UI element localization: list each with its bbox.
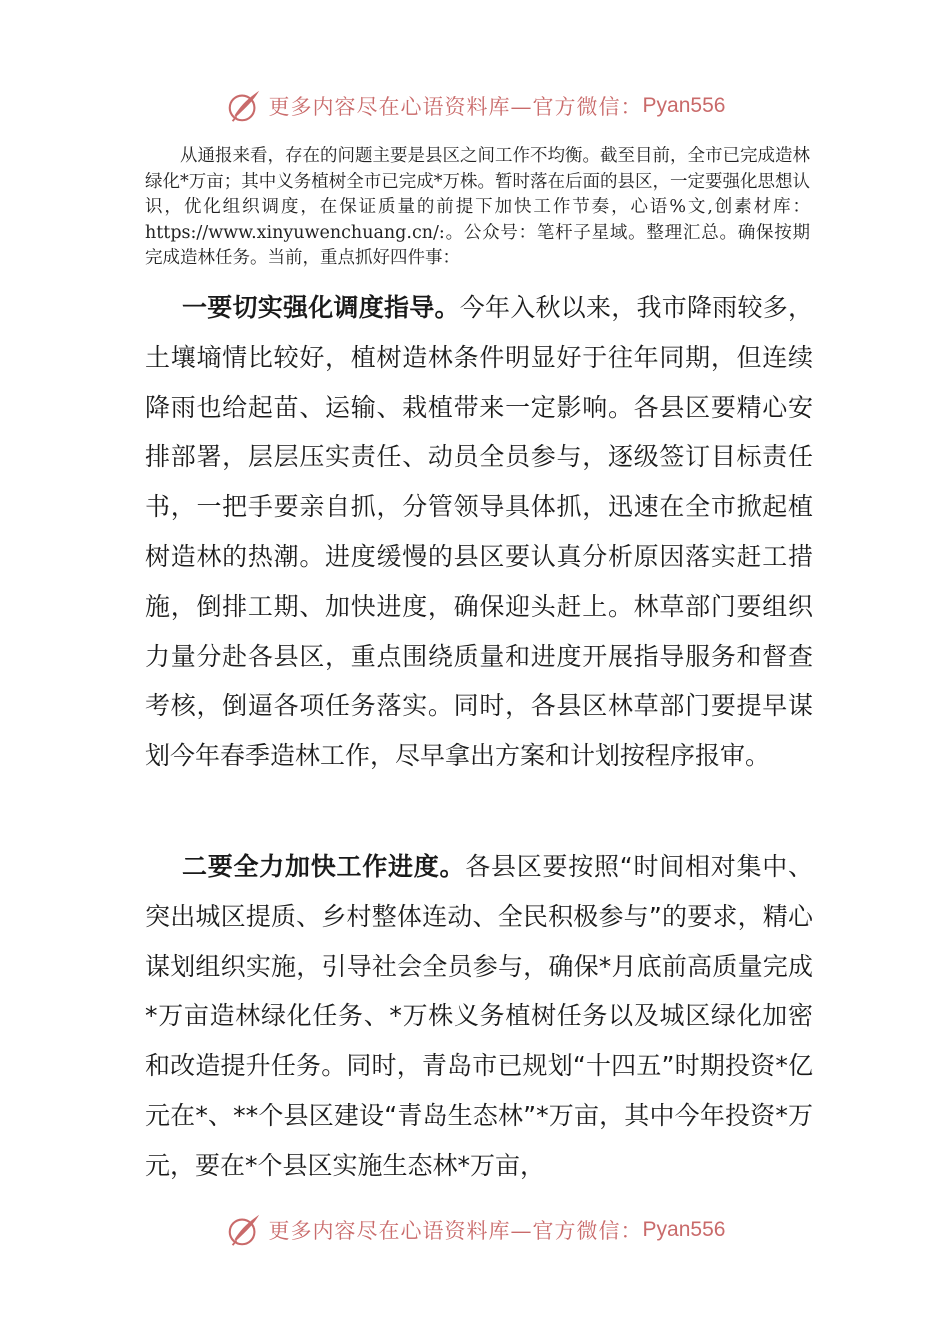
watermark-text: 更多内容尽在心语资料库—官方微信： — [268, 95, 643, 119]
section-paragraph-2 — [145, 842, 813, 1191]
watermark-wechat-id: Pyan556 — [642, 1218, 726, 1241]
section-lead-1: 一要切实强化调度指导。 — [182, 293, 460, 322]
quill-logo-icon — [225, 87, 263, 125]
header-watermark — [0, 84, 950, 128]
section-lead-2: 二要全力加快工作进度。 — [182, 852, 466, 881]
intro-paragraph: 从通报来看，存在的问题主要是县区之间工作不均衡。截至目前，全市已完成造林绿化*万亩；其中义务植树全市已完成*万株。暂时落在后面的县区，一定要强化思想认识，优化组织调度，在保证质量的前提下加快工作节奏，心语%文,创素材库：https://www.xinyuwenchuang.cn/:。公众号：笔杆子星域。整理汇总。确保按期完成造林任务。当前，重点抓好四件事： — [145, 146, 810, 268]
section-paragraph-1 — [145, 283, 813, 781]
section-body-2: 各县区要按照“时间相对集中、突出城区提质、乡村整体连动、全民积极参与”的要求，精心谋划组织实施，引导社会全员参与，确保*月底前高质量完成*万亩造林绿化任务、*万株义务植树任务以及城区绿化加密和改造提升任务。同时，青岛市已规划“十四五”时期投资*亿元在*、**个县区建设“青岛生态林”*万亩，其中今年投资*万元，要在*个县区实施生态林*万亩， — [145, 852, 813, 1180]
section-body-1: 今年入秋以来，我市降雨较多，土壤墒情比较好，植树造林条件明显好于往年同期，但连续降雨也给起苗、运输、栽植带来一定影响。各县区要精心安排部署，层层压实责任、动员全员参与，逐级签订目标责任书，一把手要亲自抓，分管领导具体抓，迅速在全市掀起植树造林的热潮。进度缓慢的县区要认真分析原因落实赶工措施，倒排工期、加快进度，确保迎头赶上。林草部门要组织力量分赴各县区，重点围绕质量和进度开展指导服务和督查考核，倒逼各项任务落实。同时，各县区林草部门要提早谋划今年春季造林工作，尽早拿出方案和计划按程序报审。 — [145, 293, 813, 771]
quill-logo-icon — [225, 1211, 263, 1249]
watermark-text: 更多内容尽在心语资料库—官方微信： — [268, 1219, 643, 1243]
watermark-wechat-id: Pyan556 — [642, 94, 726, 117]
footer-watermark — [0, 1208, 950, 1252]
